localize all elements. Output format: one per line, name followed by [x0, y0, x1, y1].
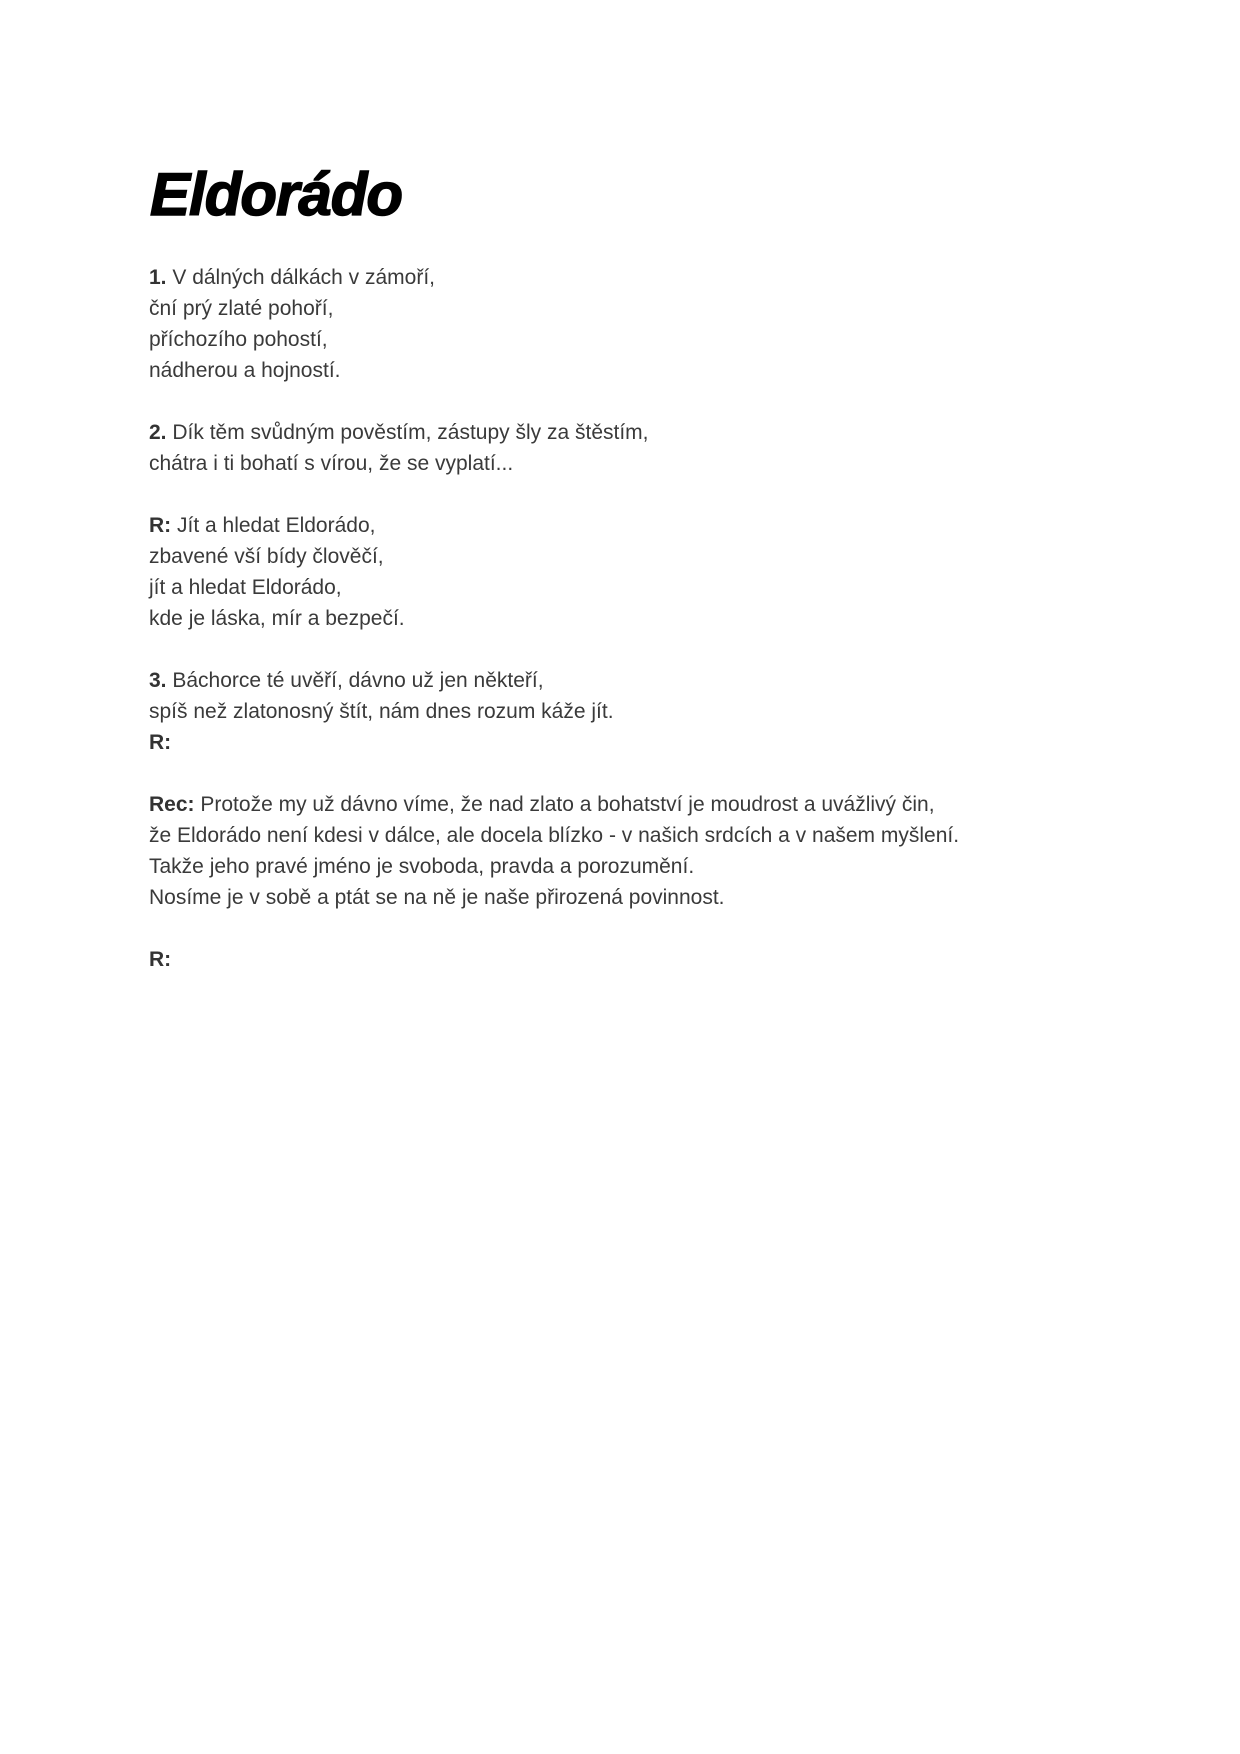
recitation — [149, 789, 1149, 913]
verse-1-line: nádherou a hojností. — [149, 359, 341, 382]
verse-1-line: příchozího pohostí, — [149, 328, 328, 351]
verse-2-line: 2. Dík těm svůdným pověstím, zástupy šly za štěstím, — [149, 421, 649, 444]
refrain-line: jít a hledat Eldorádo, — [149, 576, 342, 599]
refrain-line: kde je láska, mír a bezpečí. — [149, 607, 405, 630]
verse-1-line: ční prý zlaté pohoří, — [149, 297, 334, 320]
song-title: Eldorádo — [150, 161, 403, 228]
verse-1 — [149, 262, 1149, 386]
verse-3 — [149, 665, 1149, 758]
recitation-label: Rec: — [149, 793, 195, 816]
final-refrain — [149, 944, 1149, 975]
verse-2-line: chátra i ti bohatí s vírou, že se vyplatí... — [149, 452, 514, 475]
refrain-reference: R: — [149, 731, 172, 754]
refrain-label: R: — [149, 514, 172, 537]
final-refrain-line — [149, 944, 1149, 975]
verse-2 — [149, 417, 1149, 479]
refrain-line: zbavené vší bídy člověčí, — [149, 545, 384, 568]
refrain — [149, 510, 1149, 634]
final-refrain-label: R: — [149, 948, 172, 971]
verse-3-line: 3. Báchorce té uvěří, dávno už jen někteří, — [149, 669, 544, 692]
verse-3-line: spíš než zlatonosný štít, nám dnes rozum káže jít. — [149, 700, 614, 723]
recitation-line: že Eldorádo není kdesi v dálce, ale docela blízko - v našich srdcích a v našem myšlení. — [149, 824, 960, 847]
verse-2-label: 2. — [149, 421, 167, 444]
verse-1-label: 1. — [149, 266, 167, 289]
recitation-line: Takže jeho pravé jméno je svoboda, pravda a porozumění. — [149, 855, 695, 878]
verse-1-line: 1. V dálných dálkách v zámoří, — [149, 266, 435, 289]
recitation-line: Rec: Protože my už dávno víme, že nad zlato a bohatství je moudrost a uvážlivý čin, — [149, 793, 935, 816]
verse-3-line — [149, 727, 1149, 758]
song-lyrics — [149, 262, 1149, 1006]
verse-3-label: 3. — [149, 669, 167, 692]
recitation-line: Nosíme je v sobě a ptát se na ně je naše přirozená povinnost. — [149, 886, 725, 909]
refrain-line: R: Jít a hledat Eldorádo, — [149, 514, 376, 537]
